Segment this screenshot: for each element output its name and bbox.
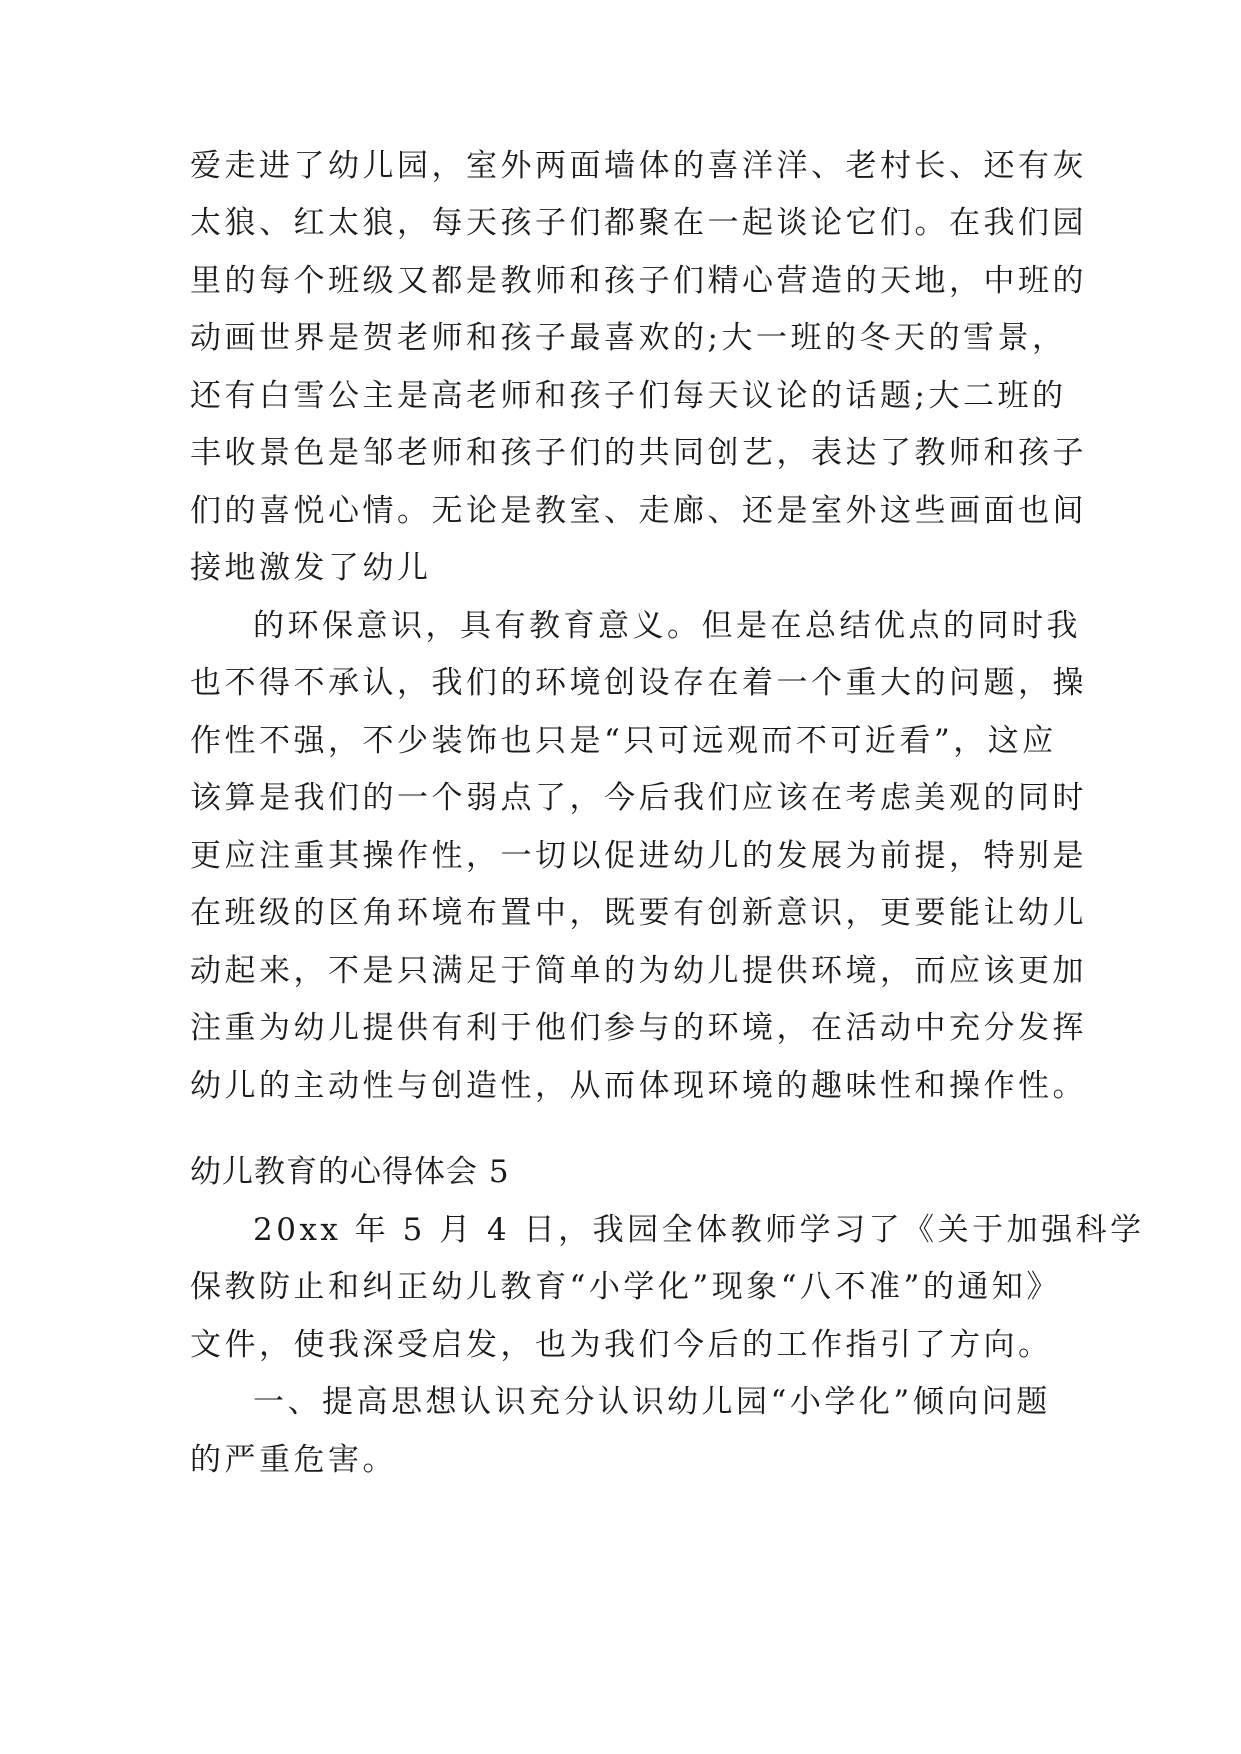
text-line: 注重为幼儿提供有利于他们参与的环境，在活动中充分发挥: [190, 1010, 1087, 1046]
text-line: 接地激发了幼儿: [190, 550, 432, 586]
text-line: 作性不强，不少装饰也只是“只可远观而不可近看”，这应: [190, 723, 1057, 759]
text-line: 的严重危害。: [190, 1442, 397, 1478]
text-line: 在班级的区角环境布置中，既要有创新意识，更要能让幼儿: [190, 895, 1087, 931]
section-title: 幼儿教育的心得体会 5: [190, 1154, 510, 1190]
text-line: 丰收景色是邹老师和孩子们的共同创艺，表达了教师和孩子: [190, 435, 1087, 471]
text-line: 更应注重其操作性，一切以促进幼儿的发展为前提，特别是: [190, 838, 1087, 874]
text-line: 文件，使我深受启发，也为我们今后的工作指引了方向。: [190, 1327, 1053, 1363]
text-line: 们的喜悦心情。无论是教室、走廊、还是室外这些画面也间: [190, 493, 1087, 529]
text-line: 20xx 年 5 月 4 日，我园全体教师学习了《关于加强科学: [253, 1212, 1145, 1248]
text-line: 动画世界是贺老师和孩子最喜欢的;大一班的冬天的雪景，: [190, 320, 1067, 356]
text-line: 该算是我们的一个弱点了，今后我们应该在考虑美观的同时: [190, 780, 1087, 816]
text-line: 里的每个班级又都是教师和孩子们精心营造的天地，中班的: [190, 263, 1087, 299]
text-line: 动起来，不是只满足于简单的为幼儿提供环境，而应该更加: [190, 953, 1087, 989]
text-line: 爱走进了幼儿园，室外两面墙体的喜洋洋、老村长、还有灰: [190, 148, 1087, 184]
text-line: 保教防止和纠正幼儿教育“小学化”现象“八不准”的通知》: [190, 1269, 1061, 1305]
text-line: 还有白雪公主是高老师和孩子们每天议论的话题;大二班的: [190, 378, 1067, 414]
text-line: 一、提高思想认识充分认识幼儿园“小学化”倾向问题: [253, 1384, 1051, 1420]
text-line: 也不得不承认，我们的环境创设存在着一个重大的问题，操: [190, 665, 1087, 701]
text-line: 太狼、红太狼，每天孩子们都聚在一起谈论它们。在我们园: [190, 205, 1087, 241]
text-line: 幼儿的主动性与创造性，从而体现环境的趣味性和操作性。: [190, 1068, 1087, 1104]
text-line: 的环保意识，具有教育意义。但是在总结优点的同时我: [253, 608, 1081, 644]
